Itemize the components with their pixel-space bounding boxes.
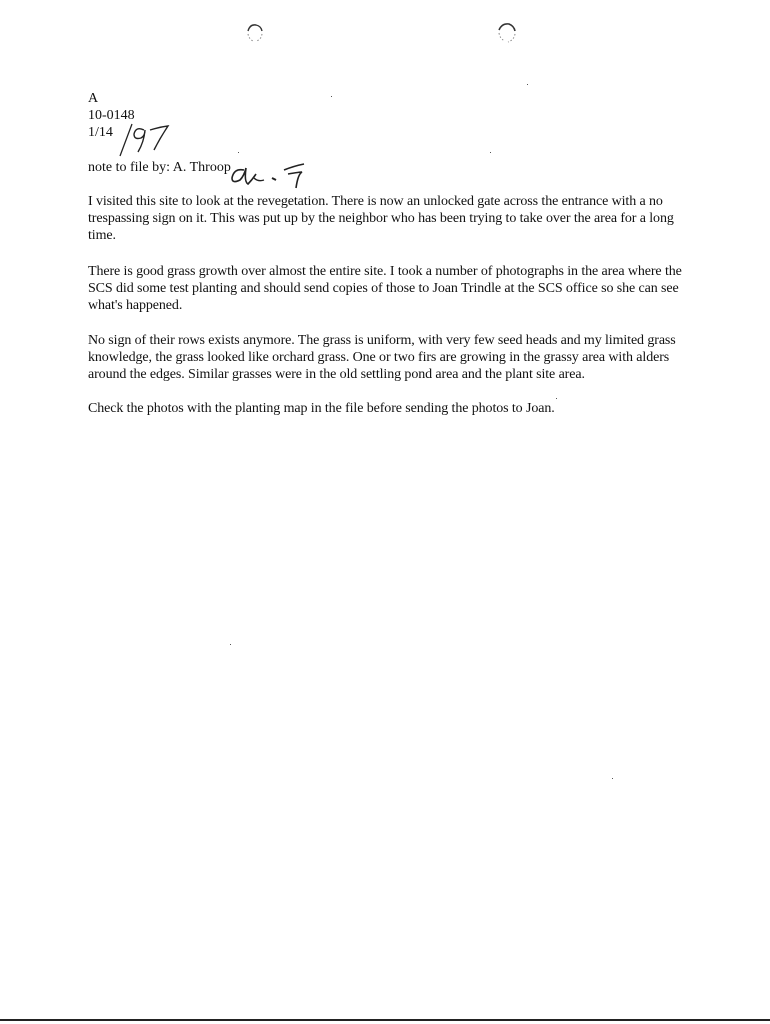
paragraph-check-photos: Check the photos with the planting map in the file before sending the photos to Joan. bbox=[88, 401, 555, 416]
scan-speck bbox=[230, 644, 231, 645]
punch-hole-icon bbox=[496, 22, 518, 44]
handwritten-year bbox=[110, 118, 174, 158]
paragraph-site-visit: I visited this site to look at the revegetation. There is now an unlocked gate across the entrance with a no trespassing sign on it. This was put up by the neighbor who has been trying to take over the area for a long time. bbox=[88, 194, 674, 243]
scan-speck bbox=[490, 152, 491, 153]
handwritten-initials-icon bbox=[228, 160, 312, 192]
punch-hole-icon bbox=[244, 22, 266, 44]
date-typed: 1/14 bbox=[88, 125, 113, 140]
scan-speck bbox=[612, 778, 613, 779]
note-to-file-line: note to file by: A. Throop bbox=[88, 160, 231, 175]
scan-speck bbox=[238, 152, 239, 153]
page-bottom-edge bbox=[0, 1019, 770, 1021]
scan-speck bbox=[331, 96, 332, 97]
paragraph-rows: No sign of their rows exists anymore. The grass is uniform, with very few seed heads and my limited grass knowledge, the grass looked like orchard grass. One or two firs are growing in the grassy area with alders around the edges. Similar grasses were in the old settling pond area and the plant site area. bbox=[88, 333, 676, 382]
scan-speck bbox=[527, 84, 528, 85]
scan-speck bbox=[556, 398, 557, 399]
file-number: 10-0148 bbox=[88, 108, 135, 123]
header-letter: A bbox=[88, 91, 99, 106]
paragraph-grass-growth: There is good grass growth over almost the entire site. I took a number of photographs in the area where the SCS did some test planting and should send copies of those to Joan Trindle at the SCS office so she can see what's happened. bbox=[88, 264, 682, 313]
